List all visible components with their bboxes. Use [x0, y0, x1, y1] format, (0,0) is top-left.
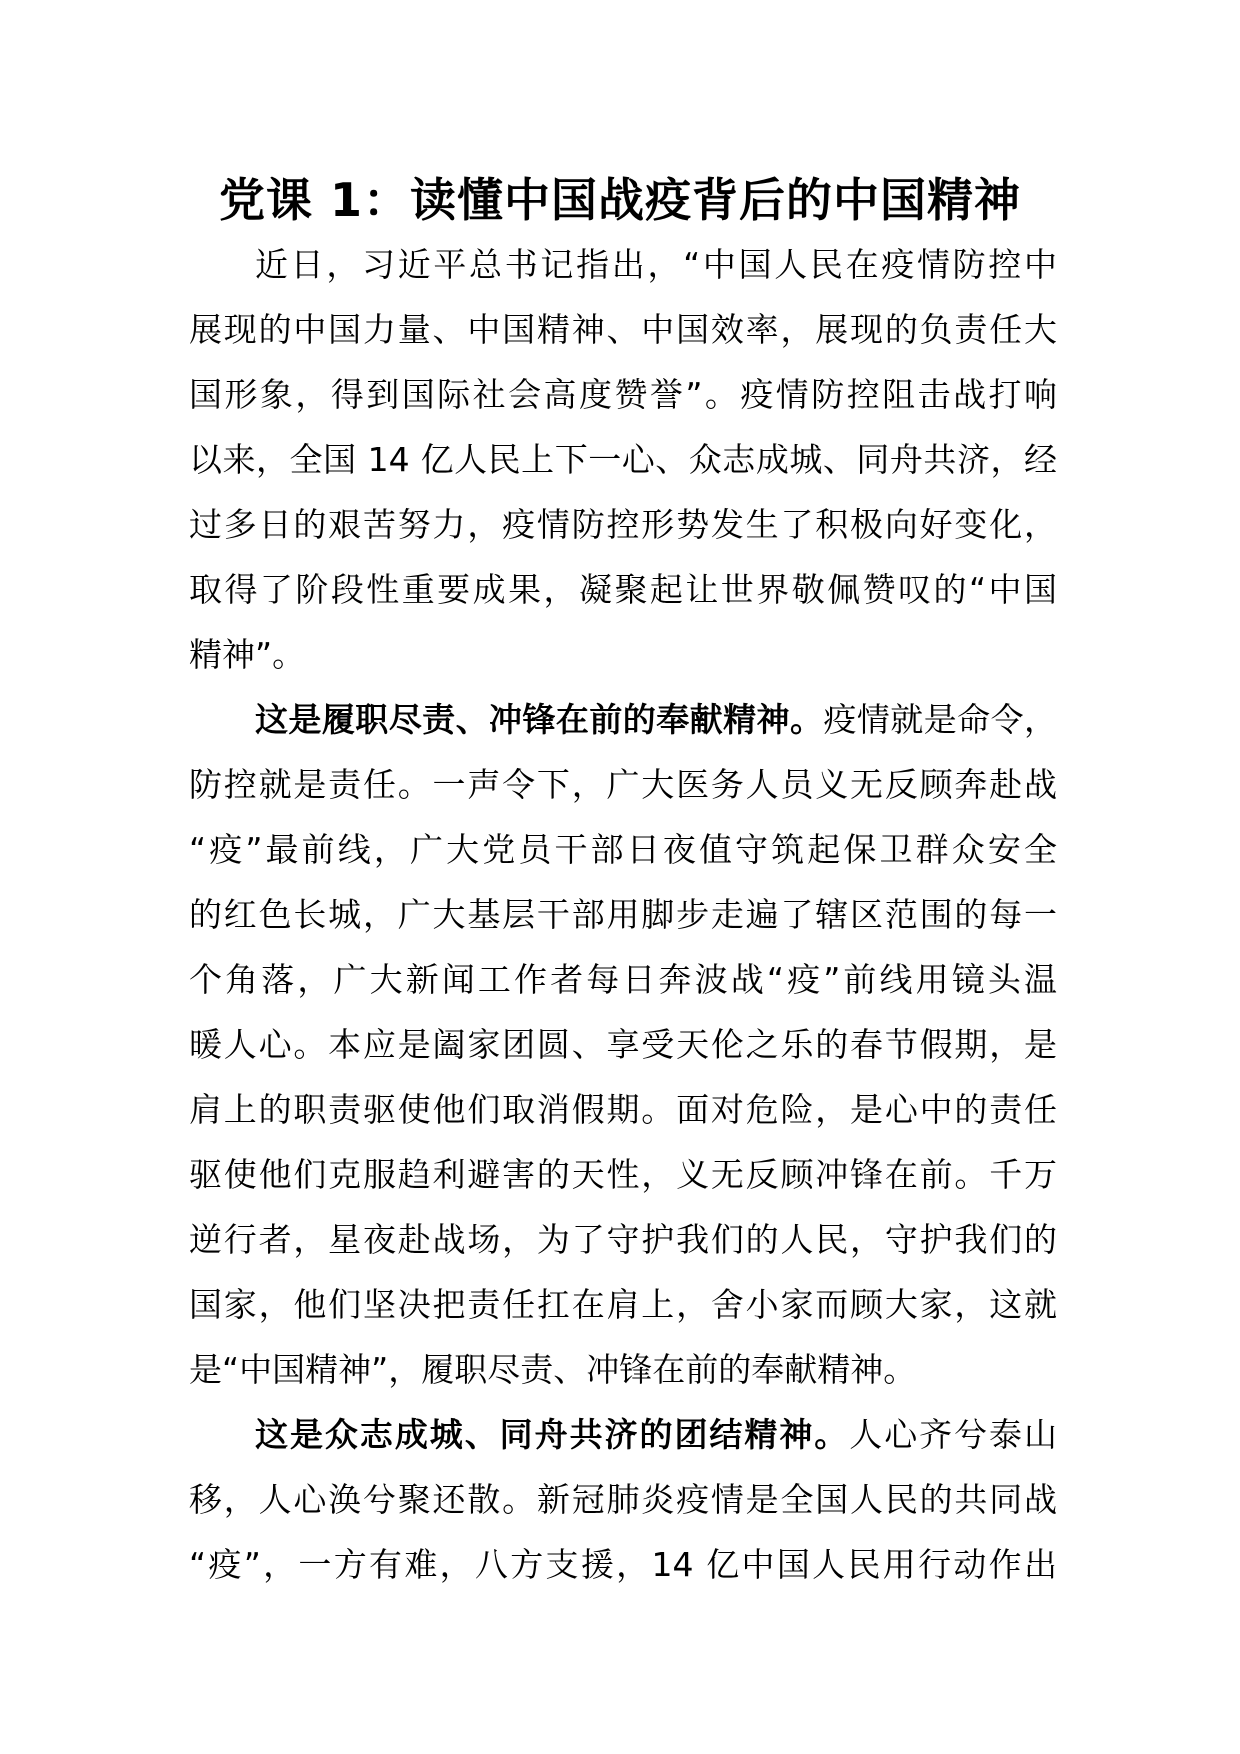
- text-line: 近日，习近平总书记指出，“中国人民在疫情防控中: [255, 245, 1057, 284]
- text-line: 精神”。: [189, 635, 306, 674]
- text-line: “疫”最前线，广大党员干部日夜值守筑起保卫群众安全: [189, 830, 1057, 869]
- text-line: [189, 687, 1057, 752]
- lead-sentence: 这是众志成城、同舟共济的团结精神。: [255, 1415, 850, 1454]
- paragraph-unity-spirit: [189, 1402, 1057, 1597]
- document-body: [189, 232, 1057, 1597]
- text-line: 过多日的艰苦努力，疫情防控形势发生了积极向好变化，: [189, 505, 1057, 544]
- text-line: 国家，他们坚决把责任扛在肩上，舍小家而顾大家，这就: [189, 1285, 1057, 1324]
- text-line: 逆行者，星夜赴战场，为了守护我们的人民，守护我们的: [189, 1220, 1057, 1259]
- paragraph-intro: [189, 232, 1057, 687]
- document-title: 党课 1：读懂中国战疫背后的中国精神: [218, 173, 1022, 227]
- text-line: 国形象，得到国际社会高度赞誉”。疫情防控阻击战打响: [189, 375, 1057, 414]
- text-line: 的红色长城，广大基层干部用脚步走遍了辖区范围的每一: [189, 895, 1057, 934]
- text-line: 驱使他们克服趋利避害的天性，义无反顾冲锋在前。千万: [189, 1155, 1057, 1194]
- line-text: 疫情就是命令，: [823, 700, 1057, 739]
- text-line: 防控就是责任。一声令下，广大医务人员义无反顾奔赴战: [189, 765, 1057, 804]
- text-line: 以来，全国 14 亿人民上下一心、众志成城、同舟共济，经: [189, 440, 1057, 479]
- text-line: 取得了阶段性重要成果，凝聚起让世界敬佩赞叹的“中国: [189, 570, 1057, 609]
- text-line: 移，人心涣兮聚还散。新冠肺炎疫情是全国人民的共同战: [189, 1480, 1057, 1519]
- text-line: 个角落，广大新闻工作者每日奔波战“疫”前线用镜头温: [189, 960, 1057, 999]
- text-line: “疫”，一方有难，八方支援，14 亿中国人民用行动作出: [189, 1545, 1057, 1584]
- line-text: 人心齐兮泰山: [849, 1415, 1057, 1454]
- text-line: [189, 1402, 1057, 1467]
- text-line: 肩上的职责驱使他们取消假期。面对危险，是心中的责任: [189, 1090, 1057, 1129]
- text-line: 展现的中国力量、中国精神、中国效率，展现的负责任大: [189, 310, 1057, 349]
- lead-sentence: 这是履职尽责、冲锋在前的奉献精神。: [255, 700, 824, 739]
- text-line: 是“中国精神”，履职尽责、冲锋在前的奉献精神。: [189, 1350, 917, 1389]
- text-line: 暖人心。本应是阖家团圆、享受天伦之乐的春节假期，是: [189, 1025, 1057, 1064]
- paragraph-dedication-spirit: [189, 687, 1057, 1402]
